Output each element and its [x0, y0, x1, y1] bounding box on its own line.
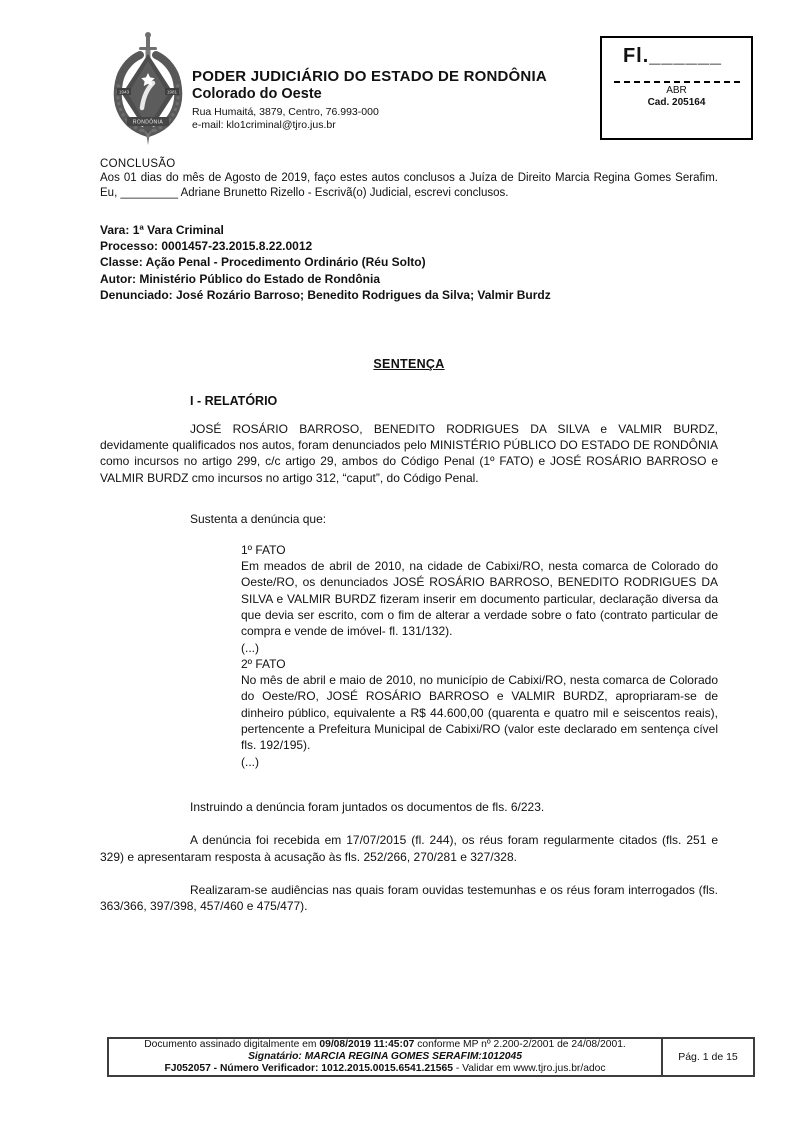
case-field-denunciado: Denunciado: José Rozário Barroso; Benedito Rodrigues da Silva; Valmir Burdz — [100, 288, 551, 303]
court-name: PODER JUDICIÁRIO DO ESTADO DE RONDÔNIA — [192, 68, 547, 85]
signature-footer — [107, 1037, 755, 1077]
rondonia-coat-of-arms-icon — [106, 32, 190, 148]
sustenta-line: Sustenta a denúncia que: — [190, 511, 327, 526]
fato2-text: No mês de abril e maio de 2010, no município de Cabixi/RO, nesta comarca de Colorado do Oeste/RO, JOSÉ ROSÁRIO BARROSO e VALMIR BURDZ, apropriaram-se de dinheiro público, equivalente a R$ 44.600,00 (quarenta e quatro mil e seiscentos reais), pertencente a Prefeitura Municipal de Cabixi/RO (valor este declarado em sentença cível fls. 192/195). — [241, 673, 718, 753]
paragraph-denunciados: JOSÉ ROSÁRIO BARROSO, BENEDITO RODRIGUES DA SILVA e VALMIR BURDZ, devidamente qualificados nos autos, foram denunciados pelo MINISTÉRIO PÚBLICO DO ESTADO DE RONDÔNIA como incursos no artigo 299, c/c artigo 29, ambos do Código Penal (1º FATO) e JOSÉ ROSÁRIO BARROSO e VALMIR BURDZ cmo incursos no artigo 312, “caput”, do Código Penal. — [100, 421, 718, 485]
ellipsis-2: (...) — [241, 754, 259, 769]
logo-year-right: 1981 — [166, 89, 178, 95]
paragraph-audiencias: Realizaram-se audiências nas quais foram ouvidas testemunhas e os réus foram interrogados (fls. 363/366, 397/398, 457/460 e 475/477). — [100, 882, 718, 914]
case-field-autor: Autor: Ministério Público do Estado de Rondônia — [100, 271, 380, 286]
case-field-processo: Processo: 0001457-23.2015.8.22.0012 — [100, 239, 313, 253]
folio-stamp-box — [600, 36, 753, 140]
conclusao-heading: CONCLUSÃO — [100, 158, 176, 170]
court-header — [192, 68, 592, 131]
sentence-title: SENTENÇA — [373, 356, 445, 371]
conclusao-text: Aos 01 dias do mês de Agosto de 2019, faço estes autos conclusos a Juíza de Direito Marcia Regina Gomes Serafim. Eu, _________ Adriane Brunetto Rizello - Escrivã(o) Judicial, escrevi conclusos. — [100, 172, 718, 199]
paragraph-instruindo: Instruindo a denúncia foram juntados os documentos de fls. 6/223. — [190, 799, 545, 814]
signature-line-1: Documento assinado digitalmente em 09/08/2019 11:45:07 conforme MP nº 2.200-2/2001 de 24/08/2001. — [144, 1038, 626, 1050]
logo-banner: RONDÔNIA — [132, 119, 164, 126]
logo-year-left: 1943 — [118, 89, 130, 95]
paragraph-recebida: A denúncia foi recebida em 17/07/2015 (fl. 244), os réus foram regularmente citados (fls. 251 e 329) e apresentaram resposta à acusação às fls. 252/266, 270/281 e 327/328. — [100, 833, 718, 864]
district-name: Colorado do Oeste — [192, 86, 322, 102]
page-number: Pág. 1 de 15 — [678, 1051, 738, 1063]
stamp-abr-label: ABR — [666, 85, 687, 96]
ellipsis-1: (...) — [241, 640, 259, 655]
case-info-block — [100, 222, 718, 304]
signature-line-3: FJ052057 - Número Verificador: 1012.2015.0015.6541.21565 - Validar em www.tjro.jus.br/adoc — [164, 1063, 606, 1075]
document-body — [100, 158, 718, 914]
stamp-cad-label: Cad. 205164 — [647, 97, 706, 108]
signature-line-2: Signatário: MARCIA REGINA GOMES SERAFIM:1012045 — [248, 1050, 522, 1062]
case-field-vara: Vara: 1ª Vara Criminal — [100, 222, 224, 237]
fato1-heading: 1º FATO — [241, 542, 286, 557]
stamp-signature-line — [614, 81, 740, 83]
relatorio-heading: I - RELATÓRIO — [190, 393, 278, 408]
denuncia-quote-block — [241, 542, 718, 770]
case-field-classe: Classe: Ação Penal - Procedimento Ordinário (Réu Solto) — [100, 255, 426, 270]
court-email: e-mail: klo1criminal@tjro.jus.br — [192, 118, 336, 131]
fato1-text: Em meados de abril de 2010, na cidade de Cabixi/RO, nesta comarca de Colorado do Oeste/RO, os denunciados JOSÉ ROSÁRIO BARROSO, BENEDITO RODRIGUES DA SILVA e VALMIR BURDZ fizeram inserir em documento particular, declaração diversa da que devia ser escrito, com o fim de alterar a verdade sobre o fato (contrato particular de compra e vende de imóvel- fl. 131/132). — [241, 559, 718, 639]
court-address: Rua Humaitá, 3879, Centro, 76.993-000 — [192, 106, 379, 118]
digital-signature-info — [109, 1039, 663, 1075]
folio-label: Fl.______ — [622, 45, 723, 67]
fato2-heading: 2º FATO — [241, 656, 286, 671]
